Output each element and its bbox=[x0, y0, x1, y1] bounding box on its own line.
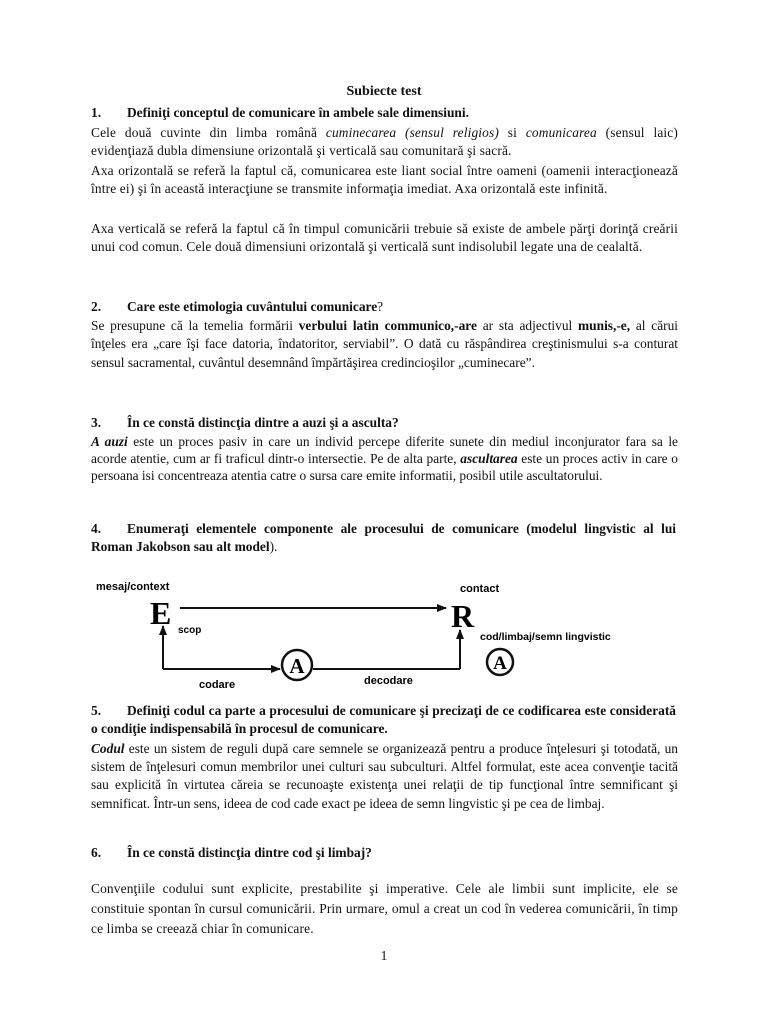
communication-model-diagram bbox=[88, 570, 688, 700]
question-2: 2. Care este etimologia cuvântului comunicare? bbox=[91, 299, 384, 314]
answer-1-paragraph-1: Cele două cuvinte din limba română cuminecarea (sensul religios) si comunicarea (sensul laic) evidenţiază dubla dimensiune orizontală şi verticală sau comunitară şi sacră. bbox=[91, 125, 678, 159]
question-number: 5. bbox=[91, 703, 102, 718]
channel-letter: A bbox=[289, 654, 305, 678]
question-text: Definiţi codul ca parte a procesului de comunicare şi precizaţi de ce codificarea este considerată o condiţie indispensabilă în procesul de comunicare. bbox=[91, 703, 676, 736]
question-number: 3. bbox=[91, 415, 102, 430]
question-6 bbox=[91, 844, 676, 862]
answer-5: Codul este un sistem de reguli după care semnele se organizează pentru a produce înţelesuri şi totodată, un sistem de înţelesuri comun membrilor unei culturi sau subculturi. Altfel formulat, este acea convenţie tacită sau explicită în virtutea căreia se recunoaşte existenţa unei relaţii de tip funcţional între semnificant şi semnificat. Într-un sens, ideea de cod cade exact pe ideea de semn lingvistic şi pe cea de limbaj. bbox=[91, 741, 678, 811]
question-4: 4. Enumeraţi elementele componente ale procesului de comunicare (modelul lingvistic al lui Roman Jakobson sau alt model). bbox=[91, 521, 676, 554]
question-text: Definiţi conceptul de comunicare în ambele sale dimensiuni bbox=[127, 105, 466, 120]
question-5 bbox=[91, 702, 676, 738]
page-number: 1 bbox=[380, 948, 388, 963]
question-text: Enumeraţi elementele componente ale procesului de comunicare (modelul lingvistic al lui Roman Jakobson sau alt model bbox=[91, 521, 676, 554]
decoding-label: decodare bbox=[364, 675, 413, 687]
message-context-label: mesaj/context bbox=[96, 581, 170, 593]
contact-label: contact bbox=[460, 583, 500, 595]
purpose-label: scop bbox=[178, 625, 202, 636]
question-text: Care este etimologia cuvântului comunicare bbox=[127, 299, 378, 314]
receiver-letter: R bbox=[451, 598, 475, 634]
answer-2: Se presupune că la temelia formării verbului latin communico,-are ar sta adjectivul munis,-e, al cărui înţeles era „care îşi face datoria, îndatoritor, serviabil”. O dată cu răspândirea creştinismului s-a conturat sensul sacramental, cuvântul desemnând împărtăşirea credincioşilor „cuminecare”. bbox=[91, 318, 679, 370]
answer-1-paragraph-3: Axa verticală se referă la faptul că în timpul comunicării trebuie să existe de ambele părţi dorinţă creării unui cod comun. Cele două dimensiuni orizontală şi verticală sunt indisolubil legate una de cealaltă. bbox=[91, 221, 678, 255]
question-1: 1. Definiţi conceptul de comunicare în ambele sale dimensiuni. bbox=[91, 105, 469, 120]
emitter-letter: E bbox=[150, 595, 172, 631]
answer-3: A auzi este un proces pasiv in care un individ percepe diferite sunete din mediul inconjurator fara sa le acorde atentie, cum ar fi traficul dintr-o intersectie. Pe de alta parte, ascultarea este un proces activ in care o persoana isi concentreaza atentia catre o sursa care emite informatii, posibil utile ascultatorului. bbox=[91, 434, 678, 483]
question-number: 1. bbox=[91, 105, 102, 120]
question-number: 6. bbox=[91, 845, 102, 860]
question-text: În ce constă distincţia dintre cod şi limbaj? bbox=[127, 845, 372, 860]
code-label: cod/limbaj/semn lingvistic bbox=[480, 631, 611, 643]
question-3 bbox=[91, 414, 676, 432]
encoding-label: codare bbox=[199, 679, 236, 691]
channel-letter-2: A bbox=[493, 653, 507, 674]
answer-6: Convenţiile codului sunt explicite, prestabilite şi imperative. Cele ale limbii sunt implicite, ele se constituie spontan în cursul comunicării. Prin urmare, omul a creat un cod în vederea comunicării, în timp ce limba se creează chiar în comunicare. bbox=[91, 881, 678, 936]
question-text: În ce constă distincţia dintre a auzi şi a asculta? bbox=[127, 415, 399, 430]
question-number: 4. bbox=[91, 521, 102, 536]
page-title: Subiecte test bbox=[346, 84, 422, 99]
question-number: 2. bbox=[91, 299, 102, 314]
answer-1-paragraph-2: Axa orizontală se referă la faptul că, comunicarea este liant social între oameni (oamenii interacţionează între ei) şi în această interacţiune se transmite informaţia imediat. Axa orizontală este infinită. bbox=[91, 163, 678, 197]
